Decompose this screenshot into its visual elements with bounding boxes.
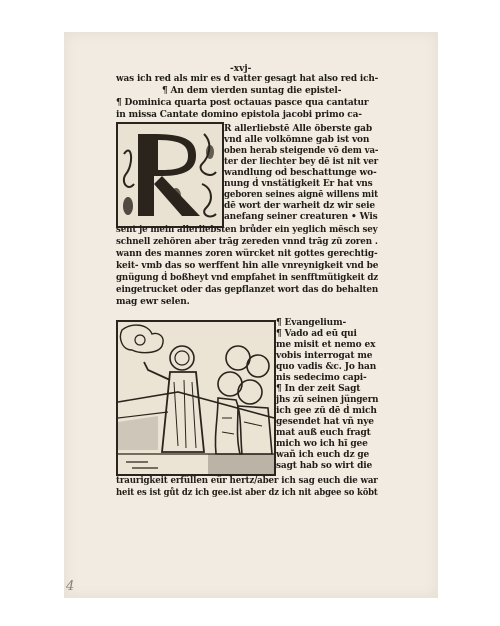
- text-line: me misit et nemo ex: [276, 340, 376, 350]
- text-line: sagt hab so wirt die: [276, 461, 373, 471]
- text-line: keit- vmb das so werffent hin alle vnreynigkeit vnd be: [116, 261, 379, 271]
- pencil-page-mark: 4: [66, 579, 75, 594]
- decorated-initial-r-woodcut: [116, 122, 224, 228]
- text-line: mag ewr selen.: [116, 297, 190, 307]
- text-line: jhs zŭ seinen jüngern: [276, 395, 379, 405]
- text-line: ¶ In der zeit Sagt: [276, 384, 361, 394]
- text-line: oben herab steigende vō dem va-: [224, 146, 379, 156]
- text-line: in missa Cantate domino epistola jacobi primo ca-: [116, 110, 362, 120]
- text-line: ¶ Vado ad eū qui: [276, 329, 357, 339]
- text-line: ich gee zŭ dē ḋ mich: [276, 406, 377, 416]
- text-line: R allerliebstē Alle ŏberste gab: [224, 124, 372, 134]
- text-line: wann des mannes zoren würcket nit gottes gerechtig-: [116, 249, 378, 259]
- text-line: wañ ich euch dz ge: [276, 450, 370, 460]
- text-line: mich wo ich hĭ gee: [276, 439, 368, 449]
- text-line: was ich red als mir es d vatter gesagt hat also red ich-: [116, 74, 379, 84]
- text-line: vobis interrogat me: [276, 351, 373, 361]
- text-line: schnell zehŏren aber trāg zereden vnnd trāg zŭ zoren .: [116, 237, 378, 247]
- text-line: ¶ Evangelium-: [276, 318, 347, 328]
- text-line: geboren seines aignē willens mit: [224, 190, 378, 200]
- text-line: dē wort der warheit dz wir seie: [224, 201, 375, 211]
- text-line: sent je mein allerliebsten brůder ein yeglich mēsch sey: [116, 225, 378, 235]
- text-line: wandlung oḋ beschattunge wo-: [224, 168, 377, 178]
- text-line: anefang seiner creaturen • Wis: [224, 212, 378, 222]
- folio-number: -xvj-: [230, 64, 252, 74]
- text-line: mat auß euch fragt: [276, 428, 371, 438]
- text-line: nung ḋ vnstätigkeit Er hat vns: [224, 179, 373, 189]
- text-line: ter der liechter bey dē ist nit ver: [224, 157, 379, 167]
- text-line: ¶ An dem vierden suntag die epistel-: [162, 86, 342, 96]
- text-line: quo vadis &c. Jo han: [276, 362, 377, 372]
- text-line: gesendet hat vñ nye: [276, 417, 374, 427]
- text-line: vnd alle volkŏmne gab ist von: [224, 135, 370, 145]
- text-line: traurigkeit erfüllen eür hertz/aber ich sag euch die war: [116, 476, 378, 486]
- text-line: ¶ Dominica quarta post octauas pasce qua cantatur: [116, 98, 369, 108]
- text-line: heit es ist gůt dz ich gee.ist aber dz ich nit abgee so kŏbt: [116, 488, 378, 498]
- text-line: eingetrucket oder das gepflanzet wort das do behalten: [116, 285, 379, 295]
- christ-with-apostles-woodcut: [116, 320, 276, 476]
- text-line: gnügung ḋ boßheyt vnd empfahet in senfftmütigkeit dz: [116, 273, 379, 283]
- text-line: nis sedecimo capi-: [276, 373, 367, 383]
